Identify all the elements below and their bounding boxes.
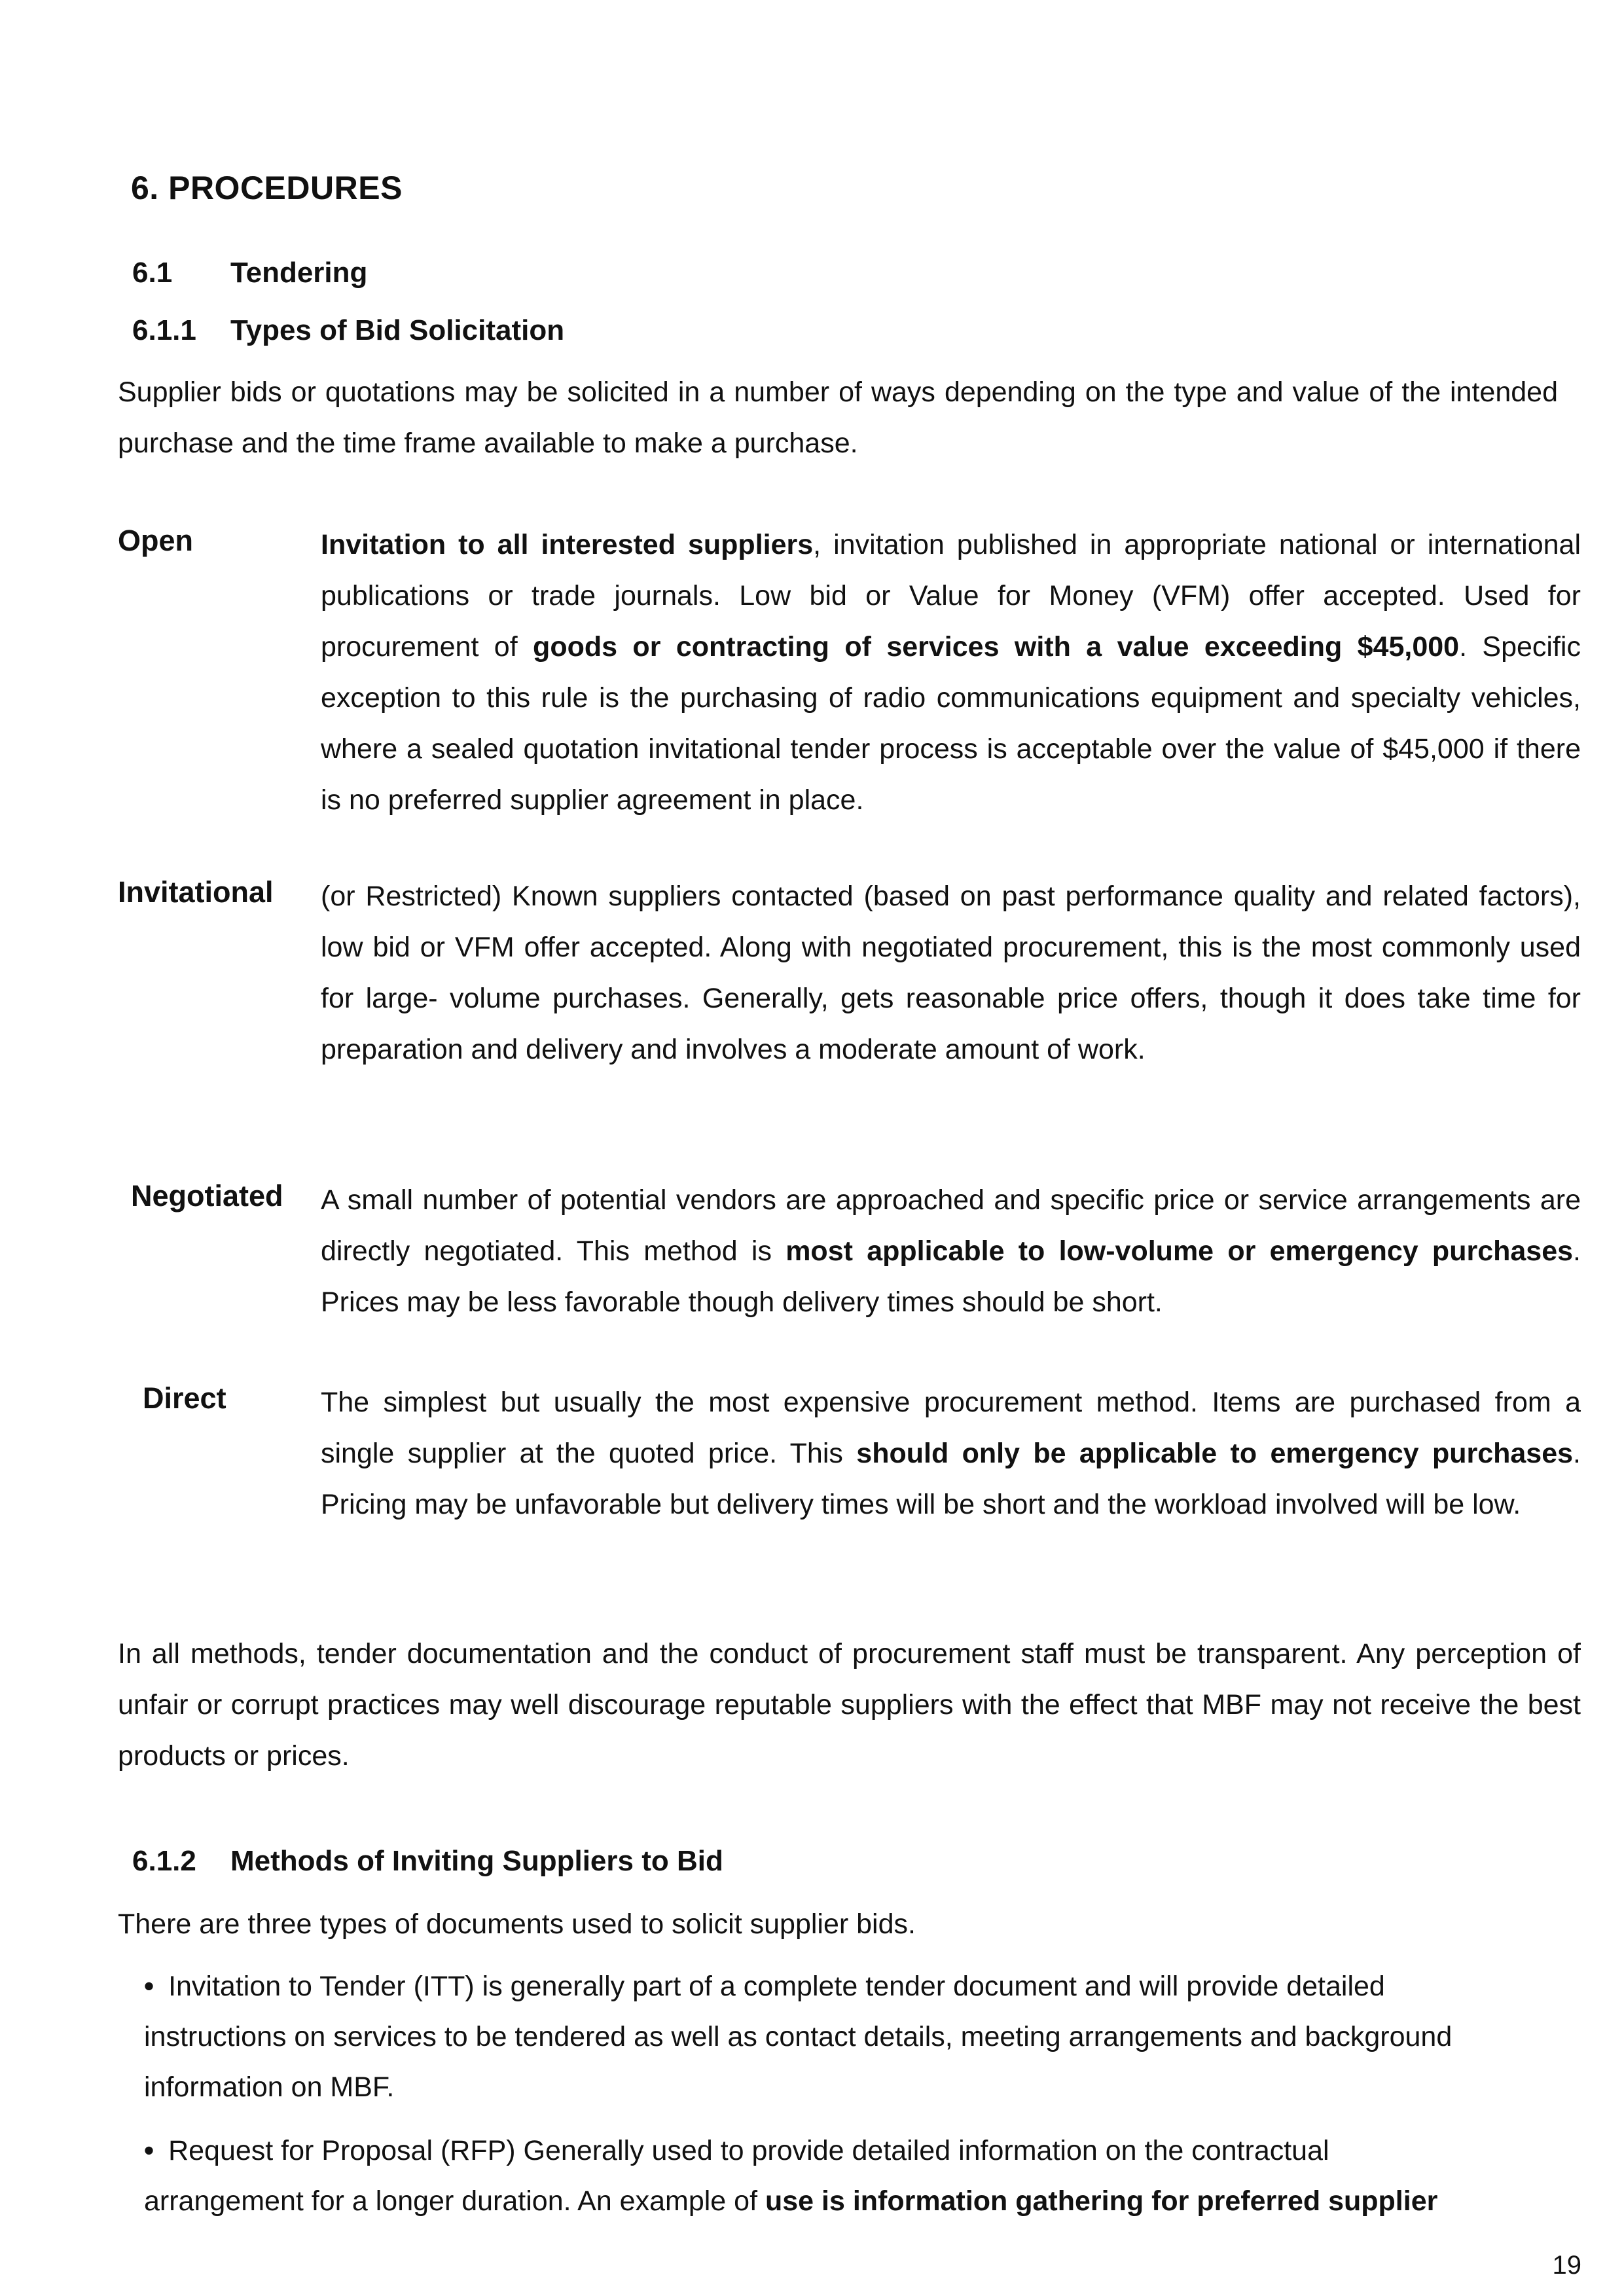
page-number: 19: [1552, 2251, 1581, 2280]
desc-text: , invitation published in appropriate national or international publications or trade journals. Low bid or Value for Money (VFM) offer accepted. Used for procurement of: [321, 529, 1581, 663]
method-desc-invitational: [321, 871, 1581, 1075]
closing-paragraph: In all methods, tender documentation and the conduct of procurement staff must be transparent. Any perception of unfair or corrupt practices may well discourage reputable suppliers with the effect that MBF may not receive the best products or prices.: [118, 1638, 1581, 1772]
subsection-heading-tendering: [132, 257, 367, 289]
subsection-number: 6.1.2: [132, 1845, 196, 1877]
list-item: [144, 1961, 1479, 2113]
bullet-text: Invitation to Tender (ITT) is generally part of a complete tender document and will provide detailed instructions on services to be tendered as well as contact details, meeting arrangements and background information on MBF.: [144, 1971, 1453, 2103]
method-term-direct: Direct: [143, 1381, 226, 1415]
subsection-number: 6.1.1: [132, 314, 196, 346]
bullet-icon: •: [144, 1971, 154, 2002]
subsection-number: 6.1: [132, 257, 173, 289]
desc-text: . Pricing may be unfavorable but delivery times will be short and the workload involved will be low.: [321, 1438, 1581, 1520]
method-term-invitational: Invitational: [118, 875, 274, 909]
subsection-title: Types of Bid Solicitation: [230, 314, 565, 346]
section-heading: 6. PROCEDURES: [131, 170, 403, 206]
desc-bold: Invitation to all interested suppliers: [321, 529, 814, 560]
desc-text: A small number of potential vendors are approached and specific price or service arrangements are directly negotiated. This method is: [321, 1184, 1581, 1267]
list-item: [144, 2126, 1479, 2227]
desc-bold: goods or contracting of services with a value exceeding $45,000: [533, 631, 1460, 663]
intro-paragraph: Supplier bids or quotations may be solicited in a number of ways depending on the type and value of the intended purchase and the time frame available to make a purchase.: [118, 376, 1558, 459]
bullet-text: Request for Proposal (RFP) Generally used to provide detailed information on the contractual arrangement for a longer duration. An example of: [144, 2135, 1329, 2217]
desc-text: . Prices may be less favorable though delivery times should be short.: [321, 1235, 1581, 1318]
method-term-negotiated: Negotiated: [131, 1179, 283, 1212]
desc-text: The simplest but usually the most expensive procurement method. Items are purchased from a single supplier at the quoted price. This: [321, 1387, 1581, 1469]
desc-bold: should only be applicable to emergency purchases: [856, 1438, 1574, 1469]
subsection-title: Tendering: [230, 257, 368, 289]
desc-text: (or Restricted) Known suppliers contacted (based on past performance quality and related factors), low bid or VFM offer accepted. Along with negotiated procurement, this is the most commonly used for large- volume purchases. Generally, gets reasonable price offers, though it does take time for preparation and delivery and involves a moderate amount of work.: [321, 881, 1581, 1065]
bullet-bold: use is information gathering for preferred supplier: [765, 2185, 1438, 2217]
desc-text: . Specific exception to this rule is the purchasing of radio communications equipment and specialty vehicles, where a sealed quotation invitational tender process is acceptable over the value of $45,000 if there is no preferred supplier agreement in place.: [321, 631, 1581, 816]
method-term-open: Open: [118, 524, 194, 557]
method-desc-negotiated: [321, 1175, 1581, 1328]
bullet-icon: •: [144, 2135, 154, 2166]
method-desc-direct: [321, 1377, 1581, 1530]
method-desc-open: [321, 519, 1581, 826]
desc-bold: most applicable to low-volume or emergency purchases: [785, 1235, 1574, 1267]
methods-intro: There are three types of documents used to solicit supplier bids.: [118, 1908, 916, 1940]
subsection-title: Methods of Inviting Suppliers to Bid: [230, 1845, 723, 1877]
subsection-heading-methods: [132, 1845, 723, 1878]
subsection-heading-types: [132, 314, 564, 347]
